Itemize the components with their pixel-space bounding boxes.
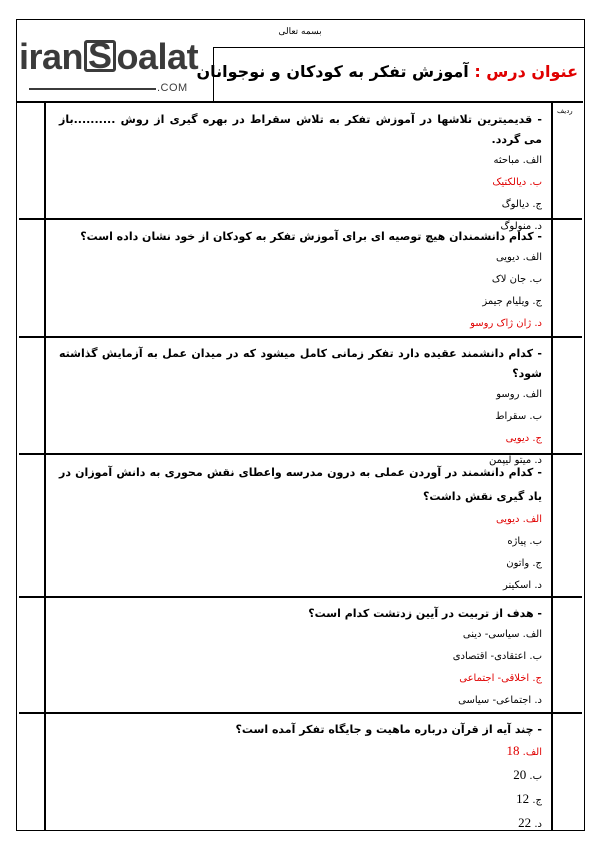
row-column-label: ردیف [557, 107, 573, 115]
option-b: ب. سقراط [495, 411, 542, 422]
option-d: د. 22 [518, 815, 542, 830]
option-b: ب. 20 [513, 767, 542, 782]
exam-sheet [16, 19, 585, 831]
option-a: الف. مباحثه [493, 155, 542, 166]
question-4 [47, 461, 550, 597]
option-d: د. میتو لیپمن [488, 455, 542, 466]
left-margin-line [44, 102, 46, 830]
option-d: د. اجتماعی- سیاسی [458, 695, 542, 706]
logo-text: iran S oalat [19, 35, 199, 77]
bismillah: بسمه تعالی [278, 27, 322, 37]
question-text: - کدام دانشمند عقیده دارد تفکر زمانی کامل میشود که در میدان عمل به آزمایش گذاشته شود؟ [59, 347, 542, 380]
option-a: الف. دیویی [495, 252, 542, 263]
option-a: الف. روسو [496, 389, 542, 400]
option-c: ج. واتون [506, 558, 542, 569]
option-c: ج. دیالوگ [501, 199, 542, 210]
option-d: د. ژان ژاک روسو [470, 318, 542, 329]
question-2 [47, 227, 550, 335]
option-d: د. منولوگ [500, 221, 542, 232]
option-b: ب. جان لاک [491, 274, 542, 285]
option-c: ج. ویلیام جیمز [482, 296, 542, 307]
header [17, 20, 583, 101]
title-box [196, 47, 584, 102]
question-5 [47, 604, 550, 712]
title-value: آموزش تفکر به کودکان و نوجوانان [196, 62, 469, 81]
question-text: - کدام دانشمندان هیچ توصیه ای برای آموزش تفکر به کودکان از خود نشان داده است؟ [80, 230, 542, 243]
option-b: ب. دیالکتیک [492, 177, 542, 188]
option-c: ج. دیویی [505, 433, 542, 444]
logo-underline [29, 88, 156, 90]
question-text: - چند آیه از قرآن درباره ماهیت و جایگاه تفکر آمده است؟ [235, 723, 542, 736]
question-divider [19, 596, 582, 598]
option-a: الف. سیاسی- دینی [462, 629, 542, 640]
question-text: - هدف از تربیت در آیین زدتشت کدام است؟ [308, 607, 542, 620]
option-c: ج. 12 [516, 791, 542, 806]
question-divider [19, 712, 582, 714]
option-b: ب. اعتقادی- اقتصادی [452, 651, 542, 662]
option-a: الف. دیویی [495, 514, 542, 525]
title-label: عنوان درس : [474, 62, 578, 81]
logo-s-box: S [84, 40, 116, 72]
header-divider [17, 101, 583, 103]
question-divider [19, 336, 582, 338]
row-column-line [551, 102, 553, 830]
option-a: الف. 18 [506, 743, 542, 758]
option-d: د. اسکینر [502, 580, 542, 591]
question-text: - کدام دانشمند در آوردن عملی به درون مدرسه واعطای نقش محوری به دانش آموزان در یاد گیری نقش داشت؟ [59, 466, 542, 503]
page-title [196, 62, 578, 81]
option-c: ج. اخلاقی- اجتماعی [459, 673, 542, 684]
question-divider [19, 453, 582, 455]
question-divider [19, 218, 582, 220]
option-b: ب. پیاژه [507, 536, 542, 547]
iransoalat-logo[interactable] [19, 35, 209, 100]
question-text: - قدیمیترین تلاشها در آموزش تفکر به تلاش سقراط در بهره گیری از روش ..........باز می گردد. [59, 113, 542, 146]
logo-domain: .COM [157, 82, 188, 94]
question-6 [47, 720, 550, 836]
